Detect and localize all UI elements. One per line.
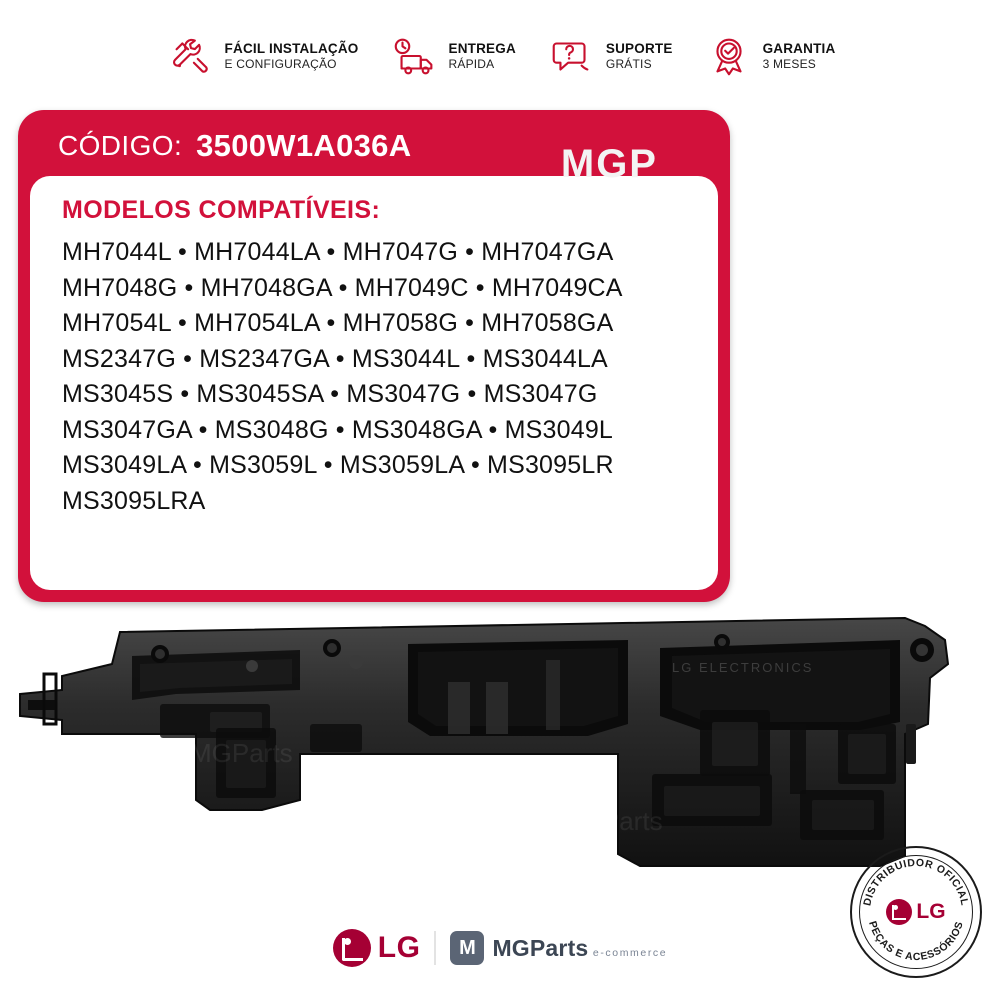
svg-text:MGParts: MGParts [560, 806, 663, 836]
benefit-title: ENTREGA [448, 40, 516, 56]
card-header [24, 116, 724, 176]
model-line: MH7044L • MH7044LA • MH7047G • MH7047GA [62, 238, 614, 266]
benefit-title: GARANTIA [762, 40, 836, 56]
benefit-subtitle: 3 MESES [762, 56, 816, 71]
model-line: MS3047GA • MS3048G • MS3048GA • MS3049L [62, 415, 614, 444]
benefit-title: FÁCIL INSTALAÇÃO [224, 40, 359, 56]
code-value: 3500W1A036A [196, 128, 412, 163]
code-label: CÓDIGO: [58, 130, 183, 161]
truck-icon [389, 30, 441, 82]
svg-text:LG ELECTRONICS: LG ELECTRONICS [672, 660, 814, 675]
benefit-title: SUPORTE [605, 40, 673, 56]
mgparts-text [492, 934, 668, 961]
benefit-subtitle: GRÁTIS [605, 56, 652, 71]
model-line: MS3045S • MS3045SA • MS3047G • MS3047G [62, 380, 598, 408]
mgparts-wordmark: MGParts [492, 934, 589, 961]
benefit-text [225, 41, 359, 71]
benefits-bar [0, 14, 1000, 98]
benefit-item-installation [165, 30, 359, 82]
seal-lg-wordmark: LG [916, 900, 946, 923]
mgparts-tagline: e-commerce [592, 946, 668, 959]
tools-icon [165, 30, 217, 82]
product-code-card [18, 110, 730, 602]
svg-text:MGParts: MGParts [190, 738, 293, 768]
benefit-text [449, 41, 516, 71]
compatible-models-title: MODELOS COMPATÍVEIS: [62, 196, 381, 224]
benefit-item-delivery [389, 30, 516, 82]
mgparts-logo [450, 931, 667, 965]
compatible-models-list [62, 235, 692, 519]
model-line: MS2347G • MS2347GA • MS3044L • MS3044LA [62, 344, 608, 373]
model-line: MS3049LA • MS3059L • MS3059LA • MS3095LR [62, 451, 614, 479]
seal-bottom-text: PEÇAS E ACESSÓRIOS [866, 919, 966, 964]
benefit-item-warranty [703, 30, 836, 82]
model-line: MH7048G • MH7048GA • MH7049C • MH7049CA [62, 273, 623, 302]
seal-center [850, 846, 982, 978]
seal-top-text: DISTRIBUIDOR OFICIAL [861, 856, 971, 907]
benefit-text [606, 41, 673, 71]
benefit-subtitle: RÁPIDA [448, 56, 495, 71]
lg-wordmark: LG [377, 931, 421, 964]
lg-face-icon [333, 929, 371, 967]
seal-lg-logo [886, 899, 945, 925]
model-line: MH7054L • MH7054LA • MH7058G • MH7058GA [62, 309, 614, 337]
benefit-text [763, 41, 836, 71]
mgparts-mark-icon [450, 931, 484, 965]
official-distributor-seal [850, 846, 982, 978]
benefit-item-support [546, 30, 673, 82]
model-line: MS3095LRA [62, 486, 206, 515]
brand-divider [434, 931, 436, 965]
question-chat-icon [546, 30, 598, 82]
lg-logo [333, 929, 421, 967]
benefit-subtitle: E CONFIGURAÇÃO [224, 56, 337, 71]
award-ribbon-icon [703, 30, 755, 82]
watermark-text: MGP [560, 142, 658, 186]
lg-face-icon [886, 899, 912, 925]
